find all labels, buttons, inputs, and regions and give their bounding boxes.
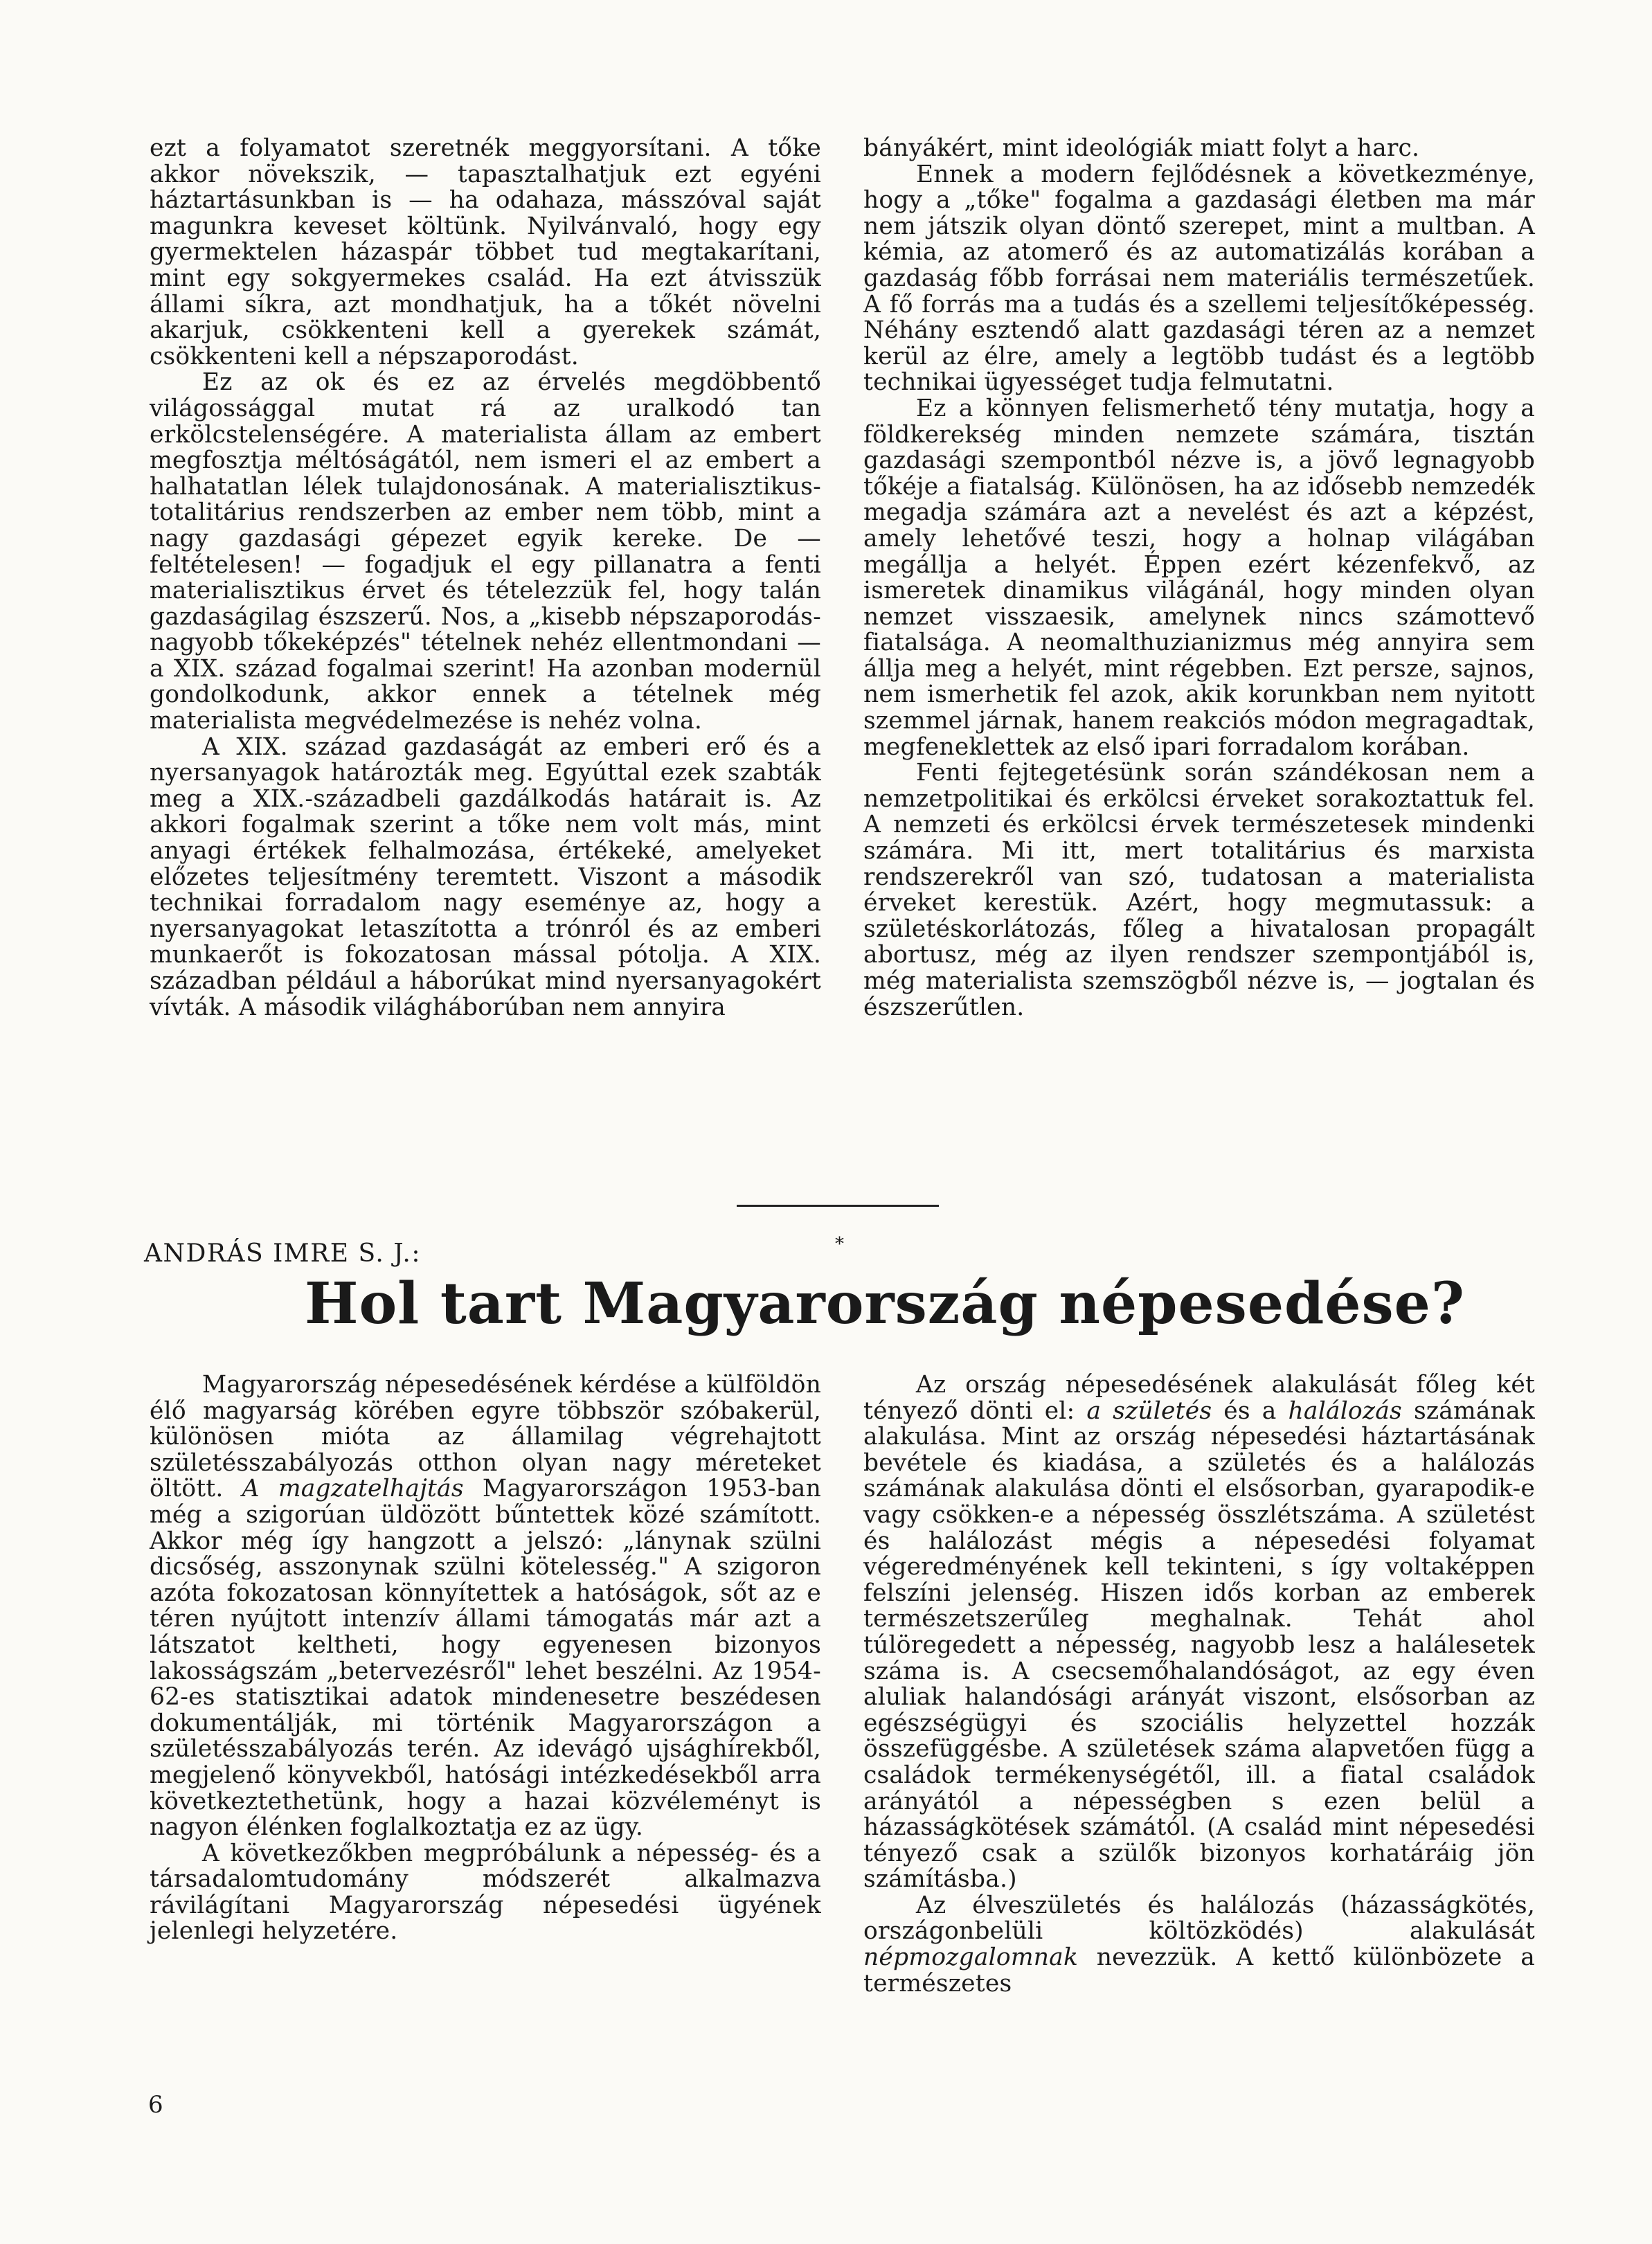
section-divider (737, 1205, 939, 1207)
emphasis: halálozás (1288, 1397, 1402, 1425)
text: és a (1223, 1397, 1277, 1425)
paragraph (863, 1893, 1535, 1997)
text: Az ország népesedésének alakulását főleg két tényező dönti el: (863, 1371, 1535, 1425)
paragraph (863, 1372, 1535, 1893)
paragraph: Ez az ok és ez az érvelés megdöbbentő világossággal mutat rá az uralkodó tan erkölcstelenségére. A materialista állam az embert megfosztja méltóságától, nem ismeri el az embert a halhatatlan lélek tulajdonosának. A materialisztikus-totalitárius rendszerben az ember nem több, mint a nagy gazdasági gépezet egyik kereke. De — feltételesen! — fogadjuk el egy pillanatra a fenti materialisztikus érvet és tételezzük fel, hogy talán gazdaságilag észszerű. Nos, a „kisebb népszaporodás-nagyobb tőkeképzés" tételnek nehéz ellentmondani — a XIX. század fogalmai szerint! Ha azonban modernül gondolkodunk, akkor ennek a tételnek még materialista megvédelmezése is nehéz volna. (150, 368, 821, 735)
article-author: ANDRÁS IMRE S. J.: (144, 1239, 421, 1268)
column-bottom-right (863, 1372, 1535, 1997)
emphasis: A magzatelhajtás (242, 1475, 464, 1503)
column-top-left (150, 136, 821, 1021)
asterisk-mark: * (835, 1234, 844, 1255)
text: nevezzük. A kettő különbözete a természetes (863, 1944, 1535, 1998)
text: számának alakulása. Mint az ország népesedési háztartásának bevétele és kiadása, a születés és a halálozás számának alakulása dönti el elsősorban, gyarapodik-e vagy csökken-e a népesség összlétszáma. A születést és halálozást mégis a népesedési folyamat végeredményének kell tekinteni, s így voltaképpen felszíni jelenség. Hiszen idős korban az emberek természetszerűleg meghalnak. Tehát ahol túlöregedett a népesség, nagyobb lesz a halálesetek száma is. A csecsemőhalandóságot, az egy éven aluliak halandósági arányát viszont, elsősorban az egészségügyi és szociális helyzettel hozzák összefüggésbe. A születések száma alapvetően függ a családok termékenységétől, ill. a fiatal családok arányától a népességben s ezen belül a házasságkötések számától. (A család mint népesedési tényező csak a szülők bizonyos korhatáráig jön számításba.) (863, 1397, 1535, 1894)
paragraph: Ennek a modern fejlődésnek a következménye, hogy a „tőke" fogalma a gazdasági életben ma már nem játszik olyan döntő szerepet, mint a multban. A kémia, az atomerő és az automatizálás korában a gazdaság főbb forrásai nem materiális természetűek. A fő forrás ma a tudás és a szellemi teljesítőképesség. Néhány esztendő alatt gazdasági téren az a nemzet kerül az élre, amely a legtöbb tudást és a legtöbb technikai ügyességet tudja felmutatni. (863, 160, 1535, 397)
paragraph (150, 1372, 821, 1841)
paragraph: Fenti fejtegetésünk során szándékosan nem a nemzetpolitikai és erkölcsi érveket sorakoztattuk fel. A nemzeti és erkölcsi érvek természetesek mindenki számára. Mi itt, mert totalitárius és marxista rendszerekről van szó, tudatosan a materialista érveket kerestük. Azért, hogy megmutassuk: a születéskorlátozás, főleg a hivatalosan propagált abortusz, még az ilyen rendszer szempontjából is, még materialista szemszögből nézve is, — jogtalan és észszerűtlen. (863, 759, 1535, 1021)
emphasis: népmozgalomnak (863, 1944, 1079, 1972)
text: Magyarország népesedésének kérdése a külföldön élő magyarság körében egyre többször szóbakerül, különösen mióta az államilag végrehajtott születésszabályozás otthon olyan nagy méreteket öltött. (150, 1371, 821, 1503)
paragraph: Ez a könnyen felismerhető tény mutatja, hogy a földkerekség minden nemzete számára, tisztán gazdasági szempontból nézve is, a jövő legnagyobb tőkéje a fiatalság. Különösen, ha az idősebb nemzedék megadja számára azt a nevelést és azt a képzést, amely lehetővé teszi, hogy a holnap világában megállja a helyét. Éppen ezért kézenfekvő, az ismeretek dinamikus világánál, hogy minden olyan nemzet visszaesik, amelynek nincs számottevő fiatalsága. A neomalthuzianizmus még annyira sem állja meg a helyét, mint régebben. Ezt persze, sajnos, nem ismerhetik fel azok, akik korunkban nem nyitott szemmel járnak, hanem reakciós módon megragadtak, megfeneklettek az első ipari forradalom korában. (863, 394, 1535, 761)
emphasis: a születés (1086, 1397, 1212, 1425)
paragraph: ezt a folyamatot szeretnék meggyorsítani. A tőke akkor növekszik, — tapasztalhatjuk ezt egyéni háztartásunkban is — ha odahaza, másszóval saját magunkra keveset költünk. Nyilvánvaló, hogy egy gyermektelen házaspár többet tud megtakarítani, mint egy sokgyermekes család. Ha ezt átvisszük állami síkra, azt mondhatjuk, ha a tőkét növelni akarjuk, csökkenteni kell a gyerekek számát, csökkenteni kell a népszaporodást. (150, 134, 821, 370)
column-bottom-left (150, 1372, 821, 1945)
paragraph: A következőkben megpróbálunk a népesség- és a társadalomtudomány módszerét alkalmazva rávilágítani Magyarország népesedési ügyének jelenlegi helyzetére. (150, 1839, 821, 1946)
paragraph: bányákért, mint ideológiák miatt folyt a harc. (863, 134, 1420, 162)
article-title: Hol tart Magyarország népesedése? (305, 1271, 1465, 1337)
text: Az élveszületés és halálozás (házasságkötés, országonbelüli költözködés) alakulását (863, 1891, 1535, 1946)
text: Magyarországon 1953-ban még a szigorúan üldözött bűntettek közé számított. Akkor még így hangzott a jelszó: „lánynak szülni dicsőség, asszonynak szülni kötelesség." A szigoron azóta fokozatosan könnyítettek a hatóságok, sőt az e téren nyújtott intenzív állami támogatás már azt a látszatot keltheti, hogy egyenesen bizonyos lakosságszám „betervezésről" lehet beszélni. Az 1954-62-es statisztikai adatok mindenesetre beszédesen dokumentálják, mi történik Magyarországon a születésszabályozás terén. Az idevágó ujsághírekből, megjelenő könyvekből, hatósági intézkedésekből arra következtethetünk, hogy a hazai közvéleményt is nagyon élénken foglalkoztatja ez az ügy. (150, 1475, 821, 1842)
paragraph: A XIX. század gazdaságát az emberi erő és a nyersanyagok határozták meg. Egyúttal ezek szabták meg a XIX.-századbeli gazdálkodás határait is. Az akkori fogalmak szerint a tőke nem volt más, mint anyagi értékek felhalmozása, értékeké, amelyeket előzetes teljesítmény teremtett. Viszont a második technikai forradalom nagy eseménye az, hogy a nyersanyagokat letaszította a trónról és az emberi munkaerőt is fokozatosan mással pótolja. A XIX. században például a háborúkat mind nyersanyagokért vívták. A második világháborúban nem annyira (150, 733, 821, 1021)
column-top-right (863, 136, 1535, 1021)
page-number: 6 (148, 2091, 163, 2119)
